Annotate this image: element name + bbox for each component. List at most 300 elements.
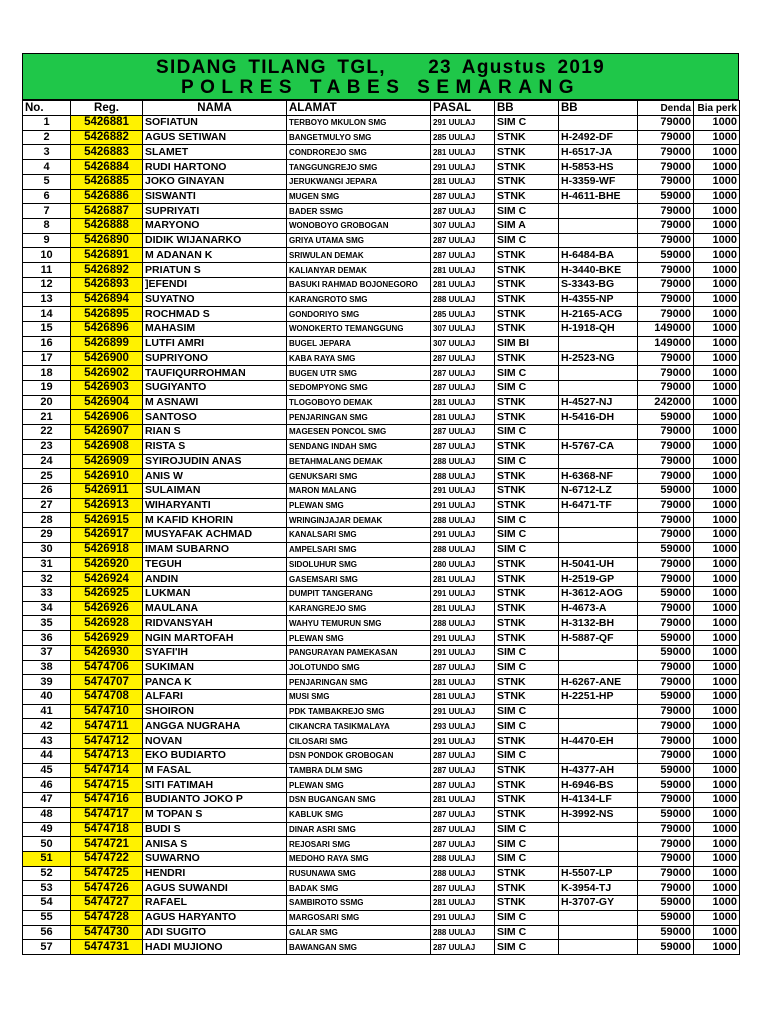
cell-bb-plate — [559, 219, 638, 234]
cell-pasal: 287 UULAJ — [431, 881, 495, 896]
cell-reg: 5426896 — [71, 322, 143, 337]
cell-bb-plate: H-6368-NF — [559, 469, 638, 484]
cell-bia-perk: 1000 — [694, 425, 740, 440]
cell-reg: 5474708 — [71, 690, 143, 705]
cell-alamat: KABLUK SMG — [287, 807, 431, 822]
cell-bia-perk: 1000 — [694, 542, 740, 557]
cell-reg: 5426891 — [71, 248, 143, 263]
cell-bia-perk: 1000 — [694, 189, 740, 204]
cell-alamat: TANGGUNGREJO SMG — [287, 160, 431, 175]
table-row — [23, 366, 740, 381]
cell-alamat: SIDOLUHUR SMG — [287, 557, 431, 572]
cell-bia-perk: 1000 — [694, 395, 740, 410]
cell-alamat: MAGESEN PONCOL SMG — [287, 425, 431, 440]
header-no: No. — [23, 101, 71, 116]
cell-nama: M TOPAN S — [143, 807, 287, 822]
table-row — [23, 263, 740, 278]
cell-reg: 5426910 — [71, 469, 143, 484]
cell-pasal: 287 UULAJ — [431, 189, 495, 204]
cell-bb: STNK — [495, 601, 559, 616]
cell-bia-perk: 1000 — [694, 631, 740, 646]
cell-no: 31 — [23, 557, 71, 572]
cell-pasal: 291 UULAJ — [431, 587, 495, 602]
table-row — [23, 292, 740, 307]
spreadsheet-sheet — [22, 53, 739, 955]
cell-no: 22 — [23, 425, 71, 440]
cell-alamat: PDK TAMBAKREJO SMG — [287, 704, 431, 719]
cell-nama: LUTFI AMRI — [143, 336, 287, 351]
cell-bia-perk: 1000 — [694, 454, 740, 469]
cell-reg: 5426917 — [71, 528, 143, 543]
cell-alamat: KANALSARI SMG — [287, 528, 431, 543]
cell-pasal: 293 UULAJ — [431, 719, 495, 734]
cell-bia-perk: 1000 — [694, 366, 740, 381]
cell-bb-plate — [559, 366, 638, 381]
cell-denda: 59000 — [638, 896, 694, 911]
cell-bb: STNK — [495, 160, 559, 175]
cell-reg: 5426882 — [71, 130, 143, 145]
table-row — [23, 130, 740, 145]
cell-bia-perk: 1000 — [694, 116, 740, 131]
cell-nama: ADI SUGITO — [143, 925, 287, 940]
cell-no: 10 — [23, 248, 71, 263]
cell-reg: 5426913 — [71, 498, 143, 513]
table-row — [23, 704, 740, 719]
cell-bb-plate: H-1918-QH — [559, 322, 638, 337]
cell-reg: 5426906 — [71, 410, 143, 425]
table-row — [23, 322, 740, 337]
table-row — [23, 778, 740, 793]
cell-bia-perk: 1000 — [694, 896, 740, 911]
cell-no: 26 — [23, 483, 71, 498]
cell-bia-perk: 1000 — [694, 793, 740, 808]
cell-denda: 79000 — [638, 734, 694, 749]
header-row — [23, 101, 740, 116]
cell-denda: 79000 — [638, 881, 694, 896]
cell-nama: SISWANTI — [143, 189, 287, 204]
table-row — [23, 439, 740, 454]
cell-denda: 149000 — [638, 322, 694, 337]
cell-no: 25 — [23, 469, 71, 484]
cell-reg: 5426881 — [71, 116, 143, 131]
cell-nama: AGUS SUWANDI — [143, 881, 287, 896]
cell-alamat: KALIANYAR DEMAK — [287, 263, 431, 278]
cell-alamat: JOLOTUNDO SMG — [287, 660, 431, 675]
cell-bb: SIM C — [495, 380, 559, 395]
cell-pasal: 287 UULAJ — [431, 425, 495, 440]
table-row — [23, 631, 740, 646]
header-bb: BB — [495, 101, 559, 116]
table-row — [23, 160, 740, 175]
cell-denda: 79000 — [638, 851, 694, 866]
cell-bb-plate — [559, 748, 638, 763]
cell-bb: SIM C — [495, 454, 559, 469]
table-row — [23, 145, 740, 160]
cell-bia-perk: 1000 — [694, 587, 740, 602]
cell-bb: SIM C — [495, 719, 559, 734]
cell-bb-plate: H-3707-GY — [559, 896, 638, 911]
cell-bb-plate: H-5507-LP — [559, 866, 638, 881]
cell-pasal: 307 UULAJ — [431, 336, 495, 351]
table-row — [23, 528, 740, 543]
cell-bia-perk: 1000 — [694, 748, 740, 763]
cell-bb-plate: H-2519-GP — [559, 572, 638, 587]
cell-bb-plate: H-5853-HS — [559, 160, 638, 175]
cell-alamat: BASUKI RAHMAD BOJONEGORO — [287, 277, 431, 292]
cell-bia-perk: 1000 — [694, 439, 740, 454]
cell-no: 2 — [23, 130, 71, 145]
cell-bb-plate — [559, 925, 638, 940]
cell-reg: 5426928 — [71, 616, 143, 631]
cell-alamat: GRIYA UTAMA SMG — [287, 233, 431, 248]
title-line-2: POLRES TABES SEMARANG — [180, 77, 580, 98]
cell-nama: SOFIATUN — [143, 116, 287, 131]
cell-denda: 79000 — [638, 277, 694, 292]
cell-bia-perk: 1000 — [694, 925, 740, 940]
cell-bia-perk: 1000 — [694, 160, 740, 175]
cell-nama: ANIS W — [143, 469, 287, 484]
cell-denda: 242000 — [638, 395, 694, 410]
cell-bia-perk: 1000 — [694, 822, 740, 837]
cell-nama: SUYATNO — [143, 292, 287, 307]
cell-bb: SIM C — [495, 660, 559, 675]
cell-no: 5 — [23, 174, 71, 189]
cell-bia-perk: 1000 — [694, 322, 740, 337]
cell-pasal: 287 UULAJ — [431, 233, 495, 248]
cell-reg: 5474715 — [71, 778, 143, 793]
cell-no: 6 — [23, 189, 71, 204]
cell-nama: SLAMET — [143, 145, 287, 160]
cell-alamat: BUGEL JEPARA — [287, 336, 431, 351]
cell-no: 32 — [23, 572, 71, 587]
cell-no: 42 — [23, 719, 71, 734]
cell-denda: 79000 — [638, 866, 694, 881]
cell-bia-perk: 1000 — [694, 233, 740, 248]
cell-reg: 5474711 — [71, 719, 143, 734]
cell-bb-plate — [559, 380, 638, 395]
cell-reg: 5474718 — [71, 822, 143, 837]
table-row — [23, 336, 740, 351]
cell-bb-plate: H-6517-JA — [559, 145, 638, 160]
cell-pasal: 291 UULAJ — [431, 483, 495, 498]
cell-nama: SULAIMAN — [143, 483, 287, 498]
cell-nama: DIDIK WIJANARKO — [143, 233, 287, 248]
cell-nama: HADI MUJIONO — [143, 940, 287, 955]
cell-nama: AGUS SETIWAN — [143, 130, 287, 145]
cell-nama: WIHARYANTI — [143, 498, 287, 513]
cell-denda: 59000 — [638, 483, 694, 498]
cell-nama: MUSYAFAK ACHMAD — [143, 528, 287, 543]
cell-bb-plate: H-2523-NG — [559, 351, 638, 366]
cell-bb: STNK — [495, 896, 559, 911]
cell-bb: STNK — [495, 439, 559, 454]
cell-bb: STNK — [495, 322, 559, 337]
cell-bb-plate: H-4611-BHE — [559, 189, 638, 204]
cell-no: 40 — [23, 690, 71, 705]
cell-alamat: BANGETMULYO SMG — [287, 130, 431, 145]
cell-denda: 79000 — [638, 292, 694, 307]
cell-nama: BUDIANTO JOKO P — [143, 793, 287, 808]
cell-bb: STNK — [495, 881, 559, 896]
cell-no: 16 — [23, 336, 71, 351]
cell-alamat: BUGEN UTR SMG — [287, 366, 431, 381]
cell-alamat: AMPELSARI SMG — [287, 542, 431, 557]
cell-no: 33 — [23, 587, 71, 602]
cell-bb: SIM C — [495, 704, 559, 719]
cell-alamat: TERBOYO MKULON SMG — [287, 116, 431, 131]
cell-alamat: PLEWAN SMG — [287, 778, 431, 793]
cell-bia-perk: 1000 — [694, 248, 740, 263]
cell-bb-plate: H-4527-NJ — [559, 395, 638, 410]
cell-no: 34 — [23, 601, 71, 616]
cell-denda: 79000 — [638, 439, 694, 454]
cell-pasal: 287 UULAJ — [431, 778, 495, 793]
cell-nama: SUKIMAN — [143, 660, 287, 675]
table-row — [23, 395, 740, 410]
cell-nama: TEGUH — [143, 557, 287, 572]
cell-nama: SUPRIYONO — [143, 351, 287, 366]
cell-denda: 79000 — [638, 513, 694, 528]
cell-alamat: MARGOSARI SMG — [287, 910, 431, 925]
cell-pasal: 287 UULAJ — [431, 940, 495, 955]
cell-bia-perk: 1000 — [694, 910, 740, 925]
cell-pasal: 291 UULAJ — [431, 498, 495, 513]
table-row — [23, 307, 740, 322]
cell-bb-plate: H-6267-ANE — [559, 675, 638, 690]
cell-denda: 79000 — [638, 837, 694, 852]
cell-pasal: 291 UULAJ — [431, 160, 495, 175]
cell-bia-perk: 1000 — [694, 307, 740, 322]
cell-nama: RIDVANSYAH — [143, 616, 287, 631]
cell-bb: STNK — [495, 483, 559, 498]
cell-nama: EKO BUDIARTO — [143, 748, 287, 763]
cell-bb: SIM C — [495, 204, 559, 219]
table-row — [23, 616, 740, 631]
cell-bb: STNK — [495, 395, 559, 410]
cell-reg: 5426924 — [71, 572, 143, 587]
cell-no: 54 — [23, 896, 71, 911]
cell-nama: M ADANAN K — [143, 248, 287, 263]
cell-denda: 79000 — [638, 675, 694, 690]
cell-pasal: 281 UULAJ — [431, 263, 495, 278]
table-row — [23, 837, 740, 852]
cell-no: 52 — [23, 866, 71, 881]
cell-bb-plate — [559, 940, 638, 955]
header-bia-perk: Bia perk — [694, 101, 740, 116]
table-row — [23, 116, 740, 131]
cell-no: 28 — [23, 513, 71, 528]
cell-no: 36 — [23, 631, 71, 646]
title-line-1: SIDANG TILANG TGL, 23 Agustus 2019 — [156, 57, 605, 78]
cell-bia-perk: 1000 — [694, 851, 740, 866]
cell-pasal: 288 UULAJ — [431, 542, 495, 557]
cell-bb-plate: H-4134-LF — [559, 793, 638, 808]
cell-nama: JOKO GINAYAN — [143, 174, 287, 189]
cell-bia-perk: 1000 — [694, 204, 740, 219]
table-row — [23, 572, 740, 587]
cell-bb-plate — [559, 513, 638, 528]
cell-no: 11 — [23, 263, 71, 278]
data-table — [22, 100, 740, 955]
cell-alamat: DSN PONDOK GROBOGAN — [287, 748, 431, 763]
cell-bia-perk: 1000 — [694, 881, 740, 896]
cell-no: 49 — [23, 822, 71, 837]
cell-bb-plate: H-3359-WF — [559, 174, 638, 189]
table-row — [23, 690, 740, 705]
cell-nama: ANDIN — [143, 572, 287, 587]
table-row — [23, 881, 740, 896]
cell-denda: 59000 — [638, 587, 694, 602]
cell-alamat: CIKANCRA TASIKMALAYA — [287, 719, 431, 734]
cell-no: 18 — [23, 366, 71, 381]
cell-nama: M FASAL — [143, 763, 287, 778]
cell-no: 19 — [23, 380, 71, 395]
table-row — [23, 587, 740, 602]
table-row — [23, 219, 740, 234]
cell-denda: 79000 — [638, 557, 694, 572]
cell-denda: 79000 — [638, 174, 694, 189]
table-row — [23, 380, 740, 395]
cell-alamat: DUMPIT TANGERANG — [287, 587, 431, 602]
table-row — [23, 557, 740, 572]
cell-alamat: MARON MALANG — [287, 483, 431, 498]
cell-alamat: TAMBRA DLM SMG — [287, 763, 431, 778]
cell-reg: 5474714 — [71, 763, 143, 778]
cell-reg: 5426930 — [71, 645, 143, 660]
cell-bb-plate: H-6471-TF — [559, 498, 638, 513]
cell-alamat: DSN BUGANGAN SMG — [287, 793, 431, 808]
table-row — [23, 896, 740, 911]
cell-reg: 5474726 — [71, 881, 143, 896]
cell-pasal: 287 UULAJ — [431, 351, 495, 366]
table-row — [23, 866, 740, 881]
cell-bb: SIM C — [495, 748, 559, 763]
cell-nama: MAHASIM — [143, 322, 287, 337]
cell-reg: 5426929 — [71, 631, 143, 646]
cell-bb: SIM C — [495, 822, 559, 837]
cell-no: 15 — [23, 322, 71, 337]
cell-reg: 5426894 — [71, 292, 143, 307]
cell-nama: BUDI S — [143, 822, 287, 837]
cell-nama: RAFAEL — [143, 896, 287, 911]
cell-alamat: MEDOHO RAYA SMG — [287, 851, 431, 866]
cell-bia-perk: 1000 — [694, 145, 740, 160]
cell-pasal: 307 UULAJ — [431, 219, 495, 234]
cell-denda: 79000 — [638, 219, 694, 234]
cell-pasal: 287 UULAJ — [431, 248, 495, 263]
cell-bb: SIM BI — [495, 336, 559, 351]
table-row — [23, 851, 740, 866]
cell-alamat: TLOGOBOYO DEMAK — [287, 395, 431, 410]
cell-bia-perk: 1000 — [694, 645, 740, 660]
cell-alamat: SAMBIROTO SSMG — [287, 896, 431, 911]
cell-nama: ROCHMAD S — [143, 307, 287, 322]
cell-bia-perk: 1000 — [694, 263, 740, 278]
cell-reg: 5426911 — [71, 483, 143, 498]
cell-bb: STNK — [495, 189, 559, 204]
cell-bia-perk: 1000 — [694, 601, 740, 616]
cell-bb: SIM A — [495, 219, 559, 234]
title-band — [22, 53, 739, 100]
cell-pasal: 285 UULAJ — [431, 307, 495, 322]
cell-no: 12 — [23, 277, 71, 292]
cell-nama: AGUS HARYANTO — [143, 910, 287, 925]
table-row — [23, 660, 740, 675]
cell-alamat: JERUKWANGI JEPARA — [287, 174, 431, 189]
cell-bb-plate — [559, 336, 638, 351]
cell-nama: SHOIRON — [143, 704, 287, 719]
cell-bb-plate — [559, 910, 638, 925]
cell-denda: 59000 — [638, 778, 694, 793]
cell-denda: 59000 — [638, 807, 694, 822]
cell-bb: STNK — [495, 807, 559, 822]
cell-bb-plate — [559, 822, 638, 837]
cell-alamat: DINAR ASRI SMG — [287, 822, 431, 837]
cell-pasal: 291 UULAJ — [431, 910, 495, 925]
cell-bb-plate: H-5767-CA — [559, 439, 638, 454]
cell-denda: 79000 — [638, 204, 694, 219]
cell-alamat: KARANGROTO SMG — [287, 292, 431, 307]
cell-reg: 5426908 — [71, 439, 143, 454]
cell-bb: SIM C — [495, 528, 559, 543]
cell-bb: STNK — [495, 130, 559, 145]
cell-bb: SIM C — [495, 925, 559, 940]
cell-pasal: 288 UULAJ — [431, 469, 495, 484]
table-row — [23, 189, 740, 204]
cell-pasal: 291 UULAJ — [431, 734, 495, 749]
cell-bb-plate — [559, 704, 638, 719]
cell-no: 46 — [23, 778, 71, 793]
cell-bia-perk: 1000 — [694, 130, 740, 145]
table-row — [23, 807, 740, 822]
cell-pasal: 291 UULAJ — [431, 116, 495, 131]
cell-pasal: 281 UULAJ — [431, 395, 495, 410]
cell-bb-plate: H-2165-ACG — [559, 307, 638, 322]
cell-reg: 5426886 — [71, 189, 143, 204]
table-row — [23, 601, 740, 616]
table-row — [23, 174, 740, 189]
cell-alamat: GASEMSARI SMG — [287, 572, 431, 587]
cell-denda: 59000 — [638, 910, 694, 925]
cell-pasal: 281 UULAJ — [431, 572, 495, 587]
cell-bb-plate: S-3343-BG — [559, 277, 638, 292]
cell-pasal: 287 UULAJ — [431, 380, 495, 395]
cell-no: 1 — [23, 116, 71, 131]
cell-reg: 5426907 — [71, 425, 143, 440]
cell-alamat: SEDOMPYONG SMG — [287, 380, 431, 395]
cell-nama: RUDI HARTONO — [143, 160, 287, 175]
cell-denda: 149000 — [638, 336, 694, 351]
cell-no: 7 — [23, 204, 71, 219]
cell-nama: M ASNAWI — [143, 395, 287, 410]
cell-alamat: MUGEN SMG — [287, 189, 431, 204]
cell-bia-perk: 1000 — [694, 528, 740, 543]
cell-no: 27 — [23, 498, 71, 513]
cell-bb-plate: H-3612-AOG — [559, 587, 638, 602]
cell-no: 35 — [23, 616, 71, 631]
cell-no: 17 — [23, 351, 71, 366]
cell-alamat: REJOSARI SMG — [287, 837, 431, 852]
cell-alamat: SRIWULAN DEMAK — [287, 248, 431, 263]
cell-nama: ALFARI — [143, 690, 287, 705]
cell-reg: 5426883 — [71, 145, 143, 160]
table-row — [23, 940, 740, 955]
cell-nama: SITI FATIMAH — [143, 778, 287, 793]
cell-denda: 79000 — [638, 498, 694, 513]
cell-no: 8 — [23, 219, 71, 234]
cell-bb: STNK — [495, 557, 559, 572]
cell-reg: 5474728 — [71, 910, 143, 925]
